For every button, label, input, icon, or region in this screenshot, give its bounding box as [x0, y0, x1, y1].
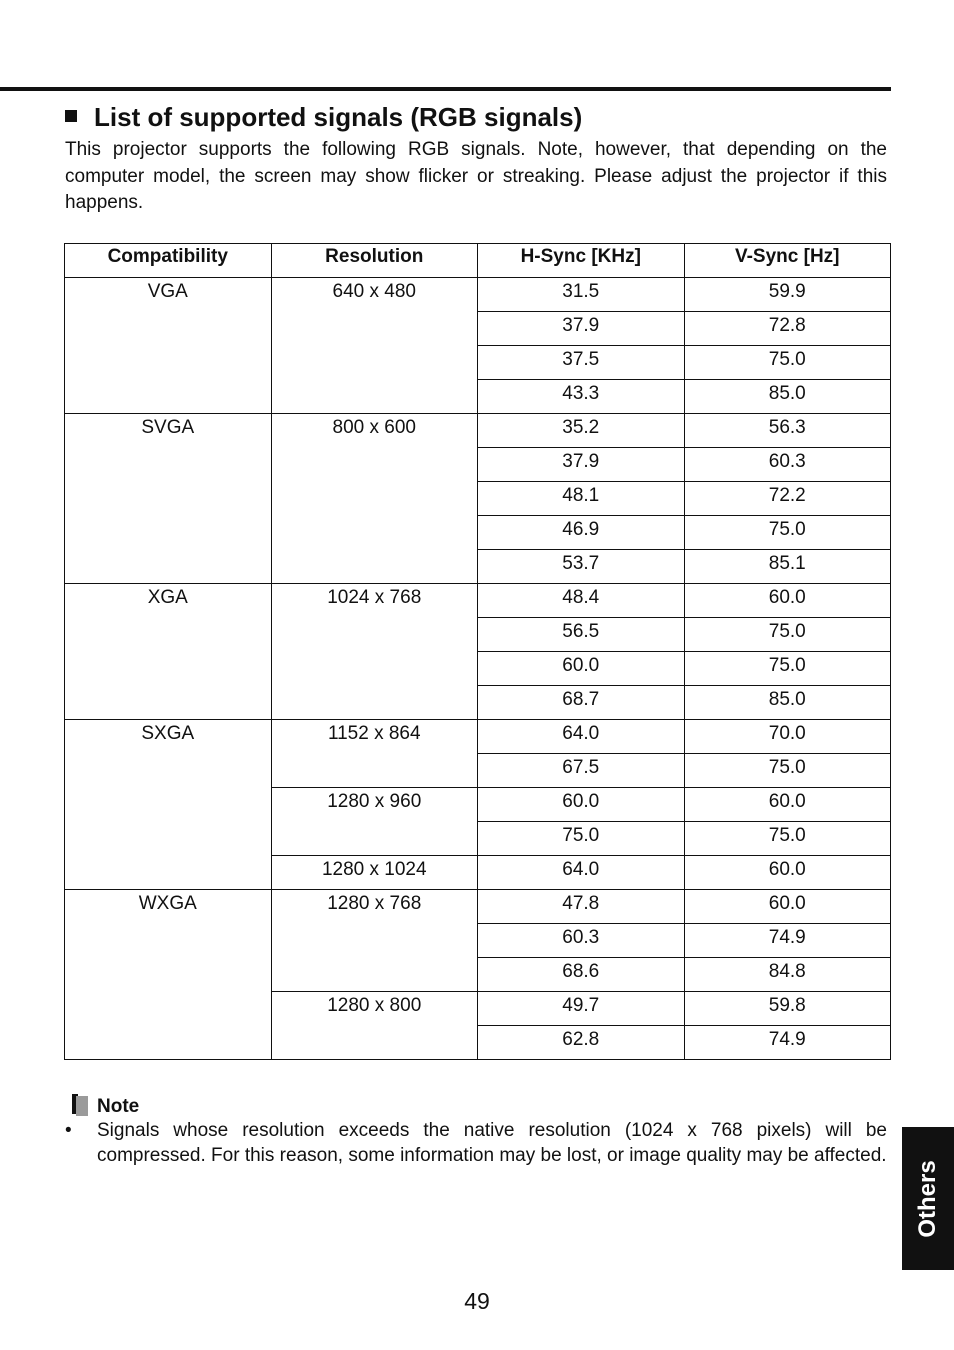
- cell-resolution: 1280 x 800: [271, 992, 478, 1060]
- cell-hsync: 48.1: [478, 482, 685, 516]
- cell-vsync: 75.0: [684, 516, 891, 550]
- cell-vsync: 60.0: [684, 584, 891, 618]
- cell-vsync: 75.0: [684, 822, 891, 856]
- cell-hsync: 64.0: [478, 856, 685, 890]
- cell-hsync: 67.5: [478, 754, 685, 788]
- cell-resolution: 800 x 600: [271, 414, 478, 584]
- cell-hsync: 64.0: [478, 720, 685, 754]
- cell-hsync: 46.9: [478, 516, 685, 550]
- cell-compatibility: VGA: [65, 278, 272, 414]
- cell-vsync: 74.9: [684, 924, 891, 958]
- cell-vsync: 59.9: [684, 278, 891, 312]
- cell-hsync: 60.0: [478, 788, 685, 822]
- note-heading: [72, 1094, 139, 1118]
- cell-hsync: 37.9: [478, 312, 685, 346]
- table-row: [65, 720, 891, 754]
- cell-compatibility: XGA: [65, 584, 272, 720]
- cell-vsync: 70.0: [684, 720, 891, 754]
- square-bullet-icon: [65, 110, 77, 122]
- cell-hsync: 43.3: [478, 380, 685, 414]
- header-vsync: V-Sync [Hz]: [684, 244, 891, 278]
- note-label: Note: [97, 1096, 140, 1117]
- cell-hsync: 47.8: [478, 890, 685, 924]
- note-item: [65, 1118, 887, 1168]
- section-heading: [65, 101, 582, 133]
- cell-hsync: 48.4: [478, 584, 685, 618]
- table-header-row: [65, 244, 891, 278]
- cell-compatibility: WXGA: [65, 890, 272, 1060]
- cell-vsync: 72.2: [684, 482, 891, 516]
- cell-hsync: 62.8: [478, 1026, 685, 1060]
- cell-resolution: 1152 x 864: [271, 720, 478, 788]
- cell-vsync: 60.0: [684, 856, 891, 890]
- cell-vsync: 60.0: [684, 788, 891, 822]
- note-list: [65, 1118, 887, 1168]
- cell-vsync: 75.0: [684, 754, 891, 788]
- cell-vsync: 75.0: [684, 618, 891, 652]
- cell-vsync: 75.0: [684, 652, 891, 686]
- cell-hsync: 60.3: [478, 924, 685, 958]
- page-number: 49: [464, 1288, 490, 1314]
- cell-hsync: 31.5: [478, 278, 685, 312]
- cell-vsync: 56.3: [684, 414, 891, 448]
- cell-vsync: 74.9: [684, 1026, 891, 1060]
- cell-hsync: 56.5: [478, 618, 685, 652]
- table-row: [65, 414, 891, 448]
- cell-vsync: 59.8: [684, 992, 891, 1026]
- cell-resolution: 1280 x 960: [271, 788, 478, 856]
- side-tab-label: Others: [914, 1159, 941, 1238]
- cell-vsync: 85.1: [684, 550, 891, 584]
- cell-compatibility: SXGA: [65, 720, 272, 890]
- cell-vsync: 72.8: [684, 312, 891, 346]
- cell-hsync: 49.7: [478, 992, 685, 1026]
- cell-hsync: 35.2: [478, 414, 685, 448]
- header-hsync: H-Sync [KHz]: [478, 244, 685, 278]
- header-compatibility: Compatibility: [65, 244, 272, 278]
- top-rule: [0, 87, 891, 91]
- note-icon: [72, 1094, 88, 1116]
- cell-hsync: 37.9: [478, 448, 685, 482]
- signals-table-body: [65, 278, 891, 1060]
- cell-hsync: 60.0: [478, 652, 685, 686]
- cell-vsync: 60.3: [684, 448, 891, 482]
- cell-resolution: 1024 x 768: [271, 584, 478, 720]
- cell-compatibility: SVGA: [65, 414, 272, 584]
- header-resolution: Resolution: [271, 244, 478, 278]
- cell-vsync: 75.0: [684, 346, 891, 380]
- cell-resolution: 1280 x 768: [271, 890, 478, 992]
- cell-vsync: 84.8: [684, 958, 891, 992]
- cell-hsync: 68.7: [478, 686, 685, 720]
- bullet-icon: •: [65, 1120, 72, 1141]
- table-row: [65, 890, 891, 924]
- signals-table: [64, 243, 891, 1060]
- table-row: [65, 278, 891, 312]
- cell-hsync: 37.5: [478, 346, 685, 380]
- cell-resolution: 640 x 480: [271, 278, 478, 414]
- section-title: List of supported signals (RGB signals): [94, 102, 583, 132]
- cell-hsync: 75.0: [478, 822, 685, 856]
- intro-paragraph: This projector supports the following RGB signals. Note, however, that depending on the computer model, the screen may show flicker or streaking. Please adjust the projector if this happens.: [65, 139, 887, 213]
- side-tab-others: [902, 1127, 954, 1270]
- cell-vsync: 85.0: [684, 686, 891, 720]
- cell-hsync: 68.6: [478, 958, 685, 992]
- cell-vsync: 60.0: [684, 890, 891, 924]
- note-text: Signals whose resolution exceeds the native resolution (1024 x 768 pixels) will be compressed. For this reason, some information may be lost, or image quality may be affected.: [97, 1120, 887, 1166]
- cell-resolution: 1280 x 1024: [271, 856, 478, 890]
- cell-vsync: 85.0: [684, 380, 891, 414]
- cell-hsync: 53.7: [478, 550, 685, 584]
- table-row: [65, 584, 891, 618]
